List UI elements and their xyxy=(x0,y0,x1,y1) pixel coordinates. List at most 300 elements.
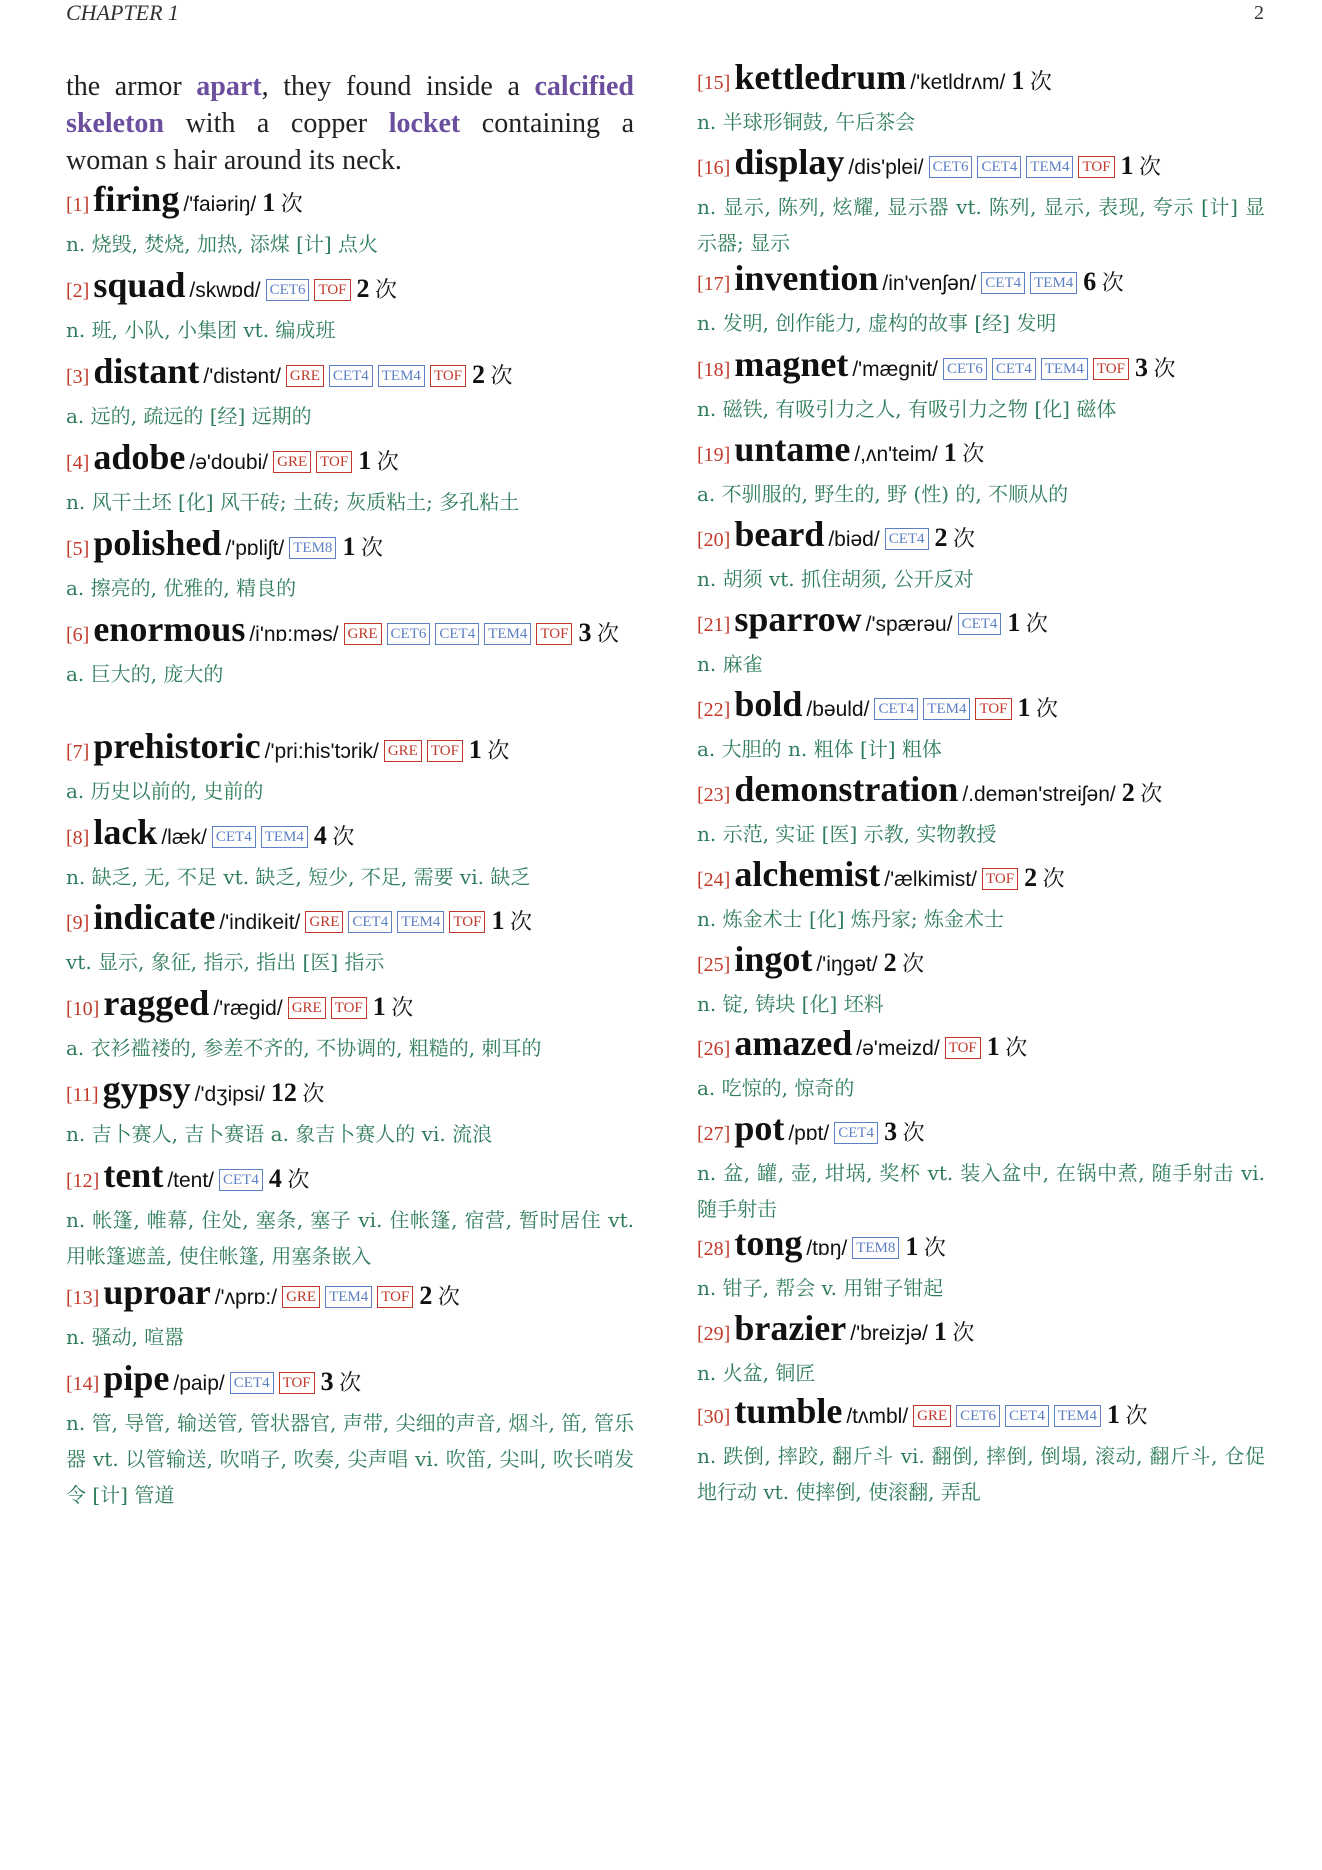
entry-head xyxy=(697,430,1265,476)
count-number: 1 xyxy=(943,438,957,467)
entry-word: adobe xyxy=(93,437,186,477)
entry-index: [10] xyxy=(66,998,100,1020)
count-number: 2 xyxy=(883,948,897,977)
entry-definition: a. 大胆的 n. 粗体 [计] 粗体 xyxy=(697,737,942,761)
exam-tag-badge: TOF xyxy=(316,451,352,473)
exam-tag-badge: CET4 xyxy=(230,1372,274,1394)
entry-index: [16] xyxy=(697,157,731,179)
entry-pronunciation: /'iŋgət/ xyxy=(816,953,878,976)
entry-definition: vt. 显示, 象征, 指示, 指出 [医] 指示 xyxy=(66,950,385,974)
entry-head xyxy=(66,180,634,226)
count-number: 1 xyxy=(905,1232,919,1261)
word-entry xyxy=(697,1224,1265,1306)
highlight-word: locket xyxy=(388,108,461,139)
intro-paragraph xyxy=(66,68,634,179)
exam-tag-badge: CET6 xyxy=(266,279,310,301)
occurrence-count xyxy=(1083,267,1124,296)
occurrence-count xyxy=(1017,693,1059,722)
entry-definition: a. 巨大的, 庞大的 xyxy=(66,662,224,686)
occurrence-count xyxy=(578,618,619,647)
entry-word: pipe xyxy=(103,1358,170,1398)
exam-tag-badge: GRE xyxy=(384,740,422,762)
count-suffix: 次 xyxy=(1036,696,1059,721)
word-entry xyxy=(66,1359,634,1513)
entry-index: [5] xyxy=(66,538,90,560)
entry-pronunciation: /paip/ xyxy=(173,1372,225,1395)
entry-index: [2] xyxy=(66,280,90,302)
count-suffix: 次 xyxy=(923,1235,946,1260)
word-entry xyxy=(697,259,1265,341)
word-entry xyxy=(66,610,634,692)
entry-index: [9] xyxy=(66,912,90,934)
occurrence-count xyxy=(1007,608,1048,637)
entry-head xyxy=(697,1024,1265,1070)
exam-tag-badge: TEM8 xyxy=(852,1237,899,1259)
exam-tag-badge: TOF xyxy=(449,911,485,933)
entry-pronunciation: /'rægid/ xyxy=(213,997,283,1020)
occurrence-count xyxy=(905,1232,946,1261)
entry-index: [18] xyxy=(697,359,731,381)
exam-tag-badge: TEM4 xyxy=(325,1286,372,1308)
exam-tag-badge: TOF xyxy=(331,997,367,1019)
entry-head xyxy=(66,1156,634,1202)
count-number: 1 xyxy=(1120,151,1134,180)
entry-index: [7] xyxy=(66,741,90,763)
entry-head xyxy=(697,1392,1265,1438)
exam-tag-badge: CET4 xyxy=(212,826,256,848)
count-suffix: 次 xyxy=(1125,1403,1148,1428)
word-entry xyxy=(66,180,634,262)
exam-tag-badge: TOF xyxy=(945,1037,981,1059)
word-entry xyxy=(66,352,634,434)
occurrence-count xyxy=(468,735,510,764)
exam-tag-badge: CET4 xyxy=(977,156,1021,178)
entry-pronunciation: /.demən'streiʃən/ xyxy=(962,783,1116,806)
count-suffix: 次 xyxy=(280,191,303,216)
count-suffix: 次 xyxy=(1101,270,1124,295)
word-entry xyxy=(66,984,634,1066)
occurrence-count xyxy=(1120,151,1162,180)
entry-index: [24] xyxy=(697,869,731,891)
entry-definition: n. 骚动, 喧嚣 xyxy=(66,1325,185,1349)
entry-index: [25] xyxy=(697,954,731,976)
occurrence-count xyxy=(472,360,513,389)
entry-definition: n. 麻雀 xyxy=(697,652,763,676)
occurrence-count xyxy=(1024,863,1065,892)
entry-word: kettledrum xyxy=(734,57,907,97)
entry-word: untame xyxy=(734,429,851,469)
exam-tag-badge: GRE xyxy=(286,365,324,387)
word-entry xyxy=(697,515,1265,597)
word-entry xyxy=(697,855,1265,937)
count-suffix: 次 xyxy=(339,1370,362,1395)
exam-tag-badge: GRE xyxy=(913,1405,951,1427)
entry-head xyxy=(66,610,634,656)
word-entry xyxy=(66,266,634,348)
entry-head xyxy=(697,770,1265,816)
count-number: 1 xyxy=(491,906,505,935)
entry-head xyxy=(66,524,634,570)
word-entry xyxy=(66,1273,634,1355)
entry-definition: a. 远的, 疏远的 [经] 远期的 xyxy=(66,404,312,428)
occurrence-count xyxy=(491,906,532,935)
entry-index: [20] xyxy=(697,529,731,551)
exam-tag-badge: CET4 xyxy=(435,623,479,645)
entry-head xyxy=(697,1309,1265,1355)
exam-tag-badge: CET4 xyxy=(834,1122,878,1144)
entry-word: brazier xyxy=(734,1308,847,1348)
occurrence-count xyxy=(986,1032,1028,1061)
count-number: 1 xyxy=(1007,608,1021,637)
exam-tag-badge: TEM4 xyxy=(1030,272,1077,294)
entry-head xyxy=(66,438,634,484)
exam-tag-badge: TOF xyxy=(377,1286,413,1308)
exam-tag-badge: CET6 xyxy=(943,358,987,380)
count-number: 2 xyxy=(1024,863,1038,892)
entry-head xyxy=(697,685,1265,731)
occurrence-count xyxy=(1121,778,1163,807)
entry-word: prehistoric xyxy=(93,726,261,766)
entry-index: [1] xyxy=(66,194,90,216)
exam-tag-badge: TOF xyxy=(1078,156,1114,178)
entry-word: ragged xyxy=(103,983,210,1023)
entry-definition: n. 钳子, 帮会 v. 用钳子钳起 xyxy=(697,1276,944,1300)
word-entry xyxy=(697,430,1265,512)
exam-tag-badge: TEM4 xyxy=(261,826,308,848)
entry-pronunciation: /ə'meizd/ xyxy=(856,1037,940,1060)
occurrence-count xyxy=(313,821,355,850)
exam-tag-badge: CET4 xyxy=(348,911,392,933)
count-suffix: 次 xyxy=(962,441,985,466)
entry-word: tumble xyxy=(734,1391,843,1431)
occurrence-count xyxy=(372,992,414,1021)
exam-tag-badge: CET4 xyxy=(992,358,1036,380)
word-entry xyxy=(697,940,1265,1022)
count-suffix: 次 xyxy=(1005,1035,1028,1060)
count-suffix: 次 xyxy=(1153,356,1176,381)
exam-tag-badge: CET4 xyxy=(219,1169,263,1191)
entry-definition: n. 管, 导管, 输送管, 管状器官, 声带, 尖细的声音, 烟斗, 笛, 管乐器 vt. 以管输送, 吹哨子, 吹奏, 尖声唱 vi. 吹笛, 尖叫, 吹长哨发令 [计] 管道 xyxy=(66,1411,634,1507)
entry-head xyxy=(697,1224,1265,1270)
exam-tag-badge: GRE xyxy=(305,911,343,933)
entry-word: display xyxy=(734,142,845,182)
count-suffix: 次 xyxy=(490,363,513,388)
count-number: 12 xyxy=(270,1078,297,1107)
entry-pronunciation: /bəuld/ xyxy=(806,698,870,721)
count-number: 3 xyxy=(884,1117,898,1146)
count-number: 1 xyxy=(933,1317,947,1346)
entry-pronunciation: /'ketldrʌm/ xyxy=(910,71,1006,94)
entry-pronunciation: /'mægnit/ xyxy=(852,358,939,381)
entry-head xyxy=(697,345,1265,391)
count-number: 1 xyxy=(986,1032,1000,1061)
entry-definition: n. 显示, 陈列, 炫耀, 显示器 vt. 陈列, 显示, 表现, 夸示 [计] 显示器; 显示 xyxy=(697,195,1265,255)
occurrence-count xyxy=(884,1117,925,1146)
entry-pronunciation: /læk/ xyxy=(161,826,207,849)
exam-tag-badge: GRE xyxy=(273,451,311,473)
entry-word: demonstration xyxy=(734,769,959,809)
entry-word: beard xyxy=(734,514,825,554)
entry-definition: n. 示范, 实证 [医] 示教, 实物教授 xyxy=(697,822,997,846)
entry-word: invention xyxy=(734,258,879,298)
exam-tag-badge: GRE xyxy=(282,1286,320,1308)
word-entry xyxy=(697,143,1265,261)
word-entry xyxy=(66,898,634,980)
exam-tag-badge: CET4 xyxy=(1005,1405,1049,1427)
entry-pronunciation: /in'venʃən/ xyxy=(882,272,977,295)
entry-definition: n. 帐篷, 帷幕, 住处, 塞条, 塞子 vi. 住帐篷, 宿营, 暂时居住 vt. 用帐篷遮盖, 使住帐篷, 用塞条嵌入 xyxy=(66,1208,634,1268)
count-number: 4 xyxy=(268,1164,282,1193)
entry-head xyxy=(66,898,634,944)
entry-head xyxy=(697,940,1265,986)
count-suffix: 次 xyxy=(391,995,414,1020)
entry-index: [30] xyxy=(697,1406,731,1428)
entry-definition: n. 缺乏, 无, 不足 vt. 缺乏, 短少, 不足, 需要 vi. 缺乏 xyxy=(66,865,531,889)
count-suffix: 次 xyxy=(1029,69,1052,94)
word-entry xyxy=(697,1309,1265,1391)
entry-pronunciation: /dis'plei/ xyxy=(848,156,924,179)
exam-tag-badge: TEM4 xyxy=(484,623,531,645)
entry-head xyxy=(697,143,1265,189)
count-suffix: 次 xyxy=(952,1320,975,1345)
count-number: 1 xyxy=(1107,1400,1121,1429)
entry-head xyxy=(697,515,1265,561)
count-suffix: 次 xyxy=(1042,866,1065,891)
entry-word: tong xyxy=(734,1223,803,1263)
entry-head xyxy=(66,266,634,312)
entry-word: uproar xyxy=(103,1272,211,1312)
entry-word: gypsy xyxy=(102,1069,191,1109)
entry-index: [29] xyxy=(697,1323,731,1345)
exam-tag-badge: TEM4 xyxy=(378,365,425,387)
exam-tag-badge: GRE xyxy=(288,997,326,1019)
entry-index: [19] xyxy=(697,444,731,466)
entry-pronunciation: /tɒŋ/ xyxy=(806,1237,848,1260)
entry-pronunciation: /'indikeit/ xyxy=(219,911,301,934)
count-suffix: 次 xyxy=(287,1167,310,1192)
entry-index: [6] xyxy=(66,624,90,646)
entry-head xyxy=(697,600,1265,646)
entry-head xyxy=(66,1070,634,1116)
entry-index: [12] xyxy=(66,1170,100,1192)
entry-index: [17] xyxy=(697,273,731,295)
entry-definition: a. 不驯服的, 野生的, 野 (性) 的, 不顺从的 xyxy=(697,482,1069,506)
occurrence-count xyxy=(262,188,303,217)
exam-tag-badge: CET4 xyxy=(958,613,1002,635)
entry-pronunciation: /i'nɒ:məs/ xyxy=(249,623,339,646)
entry-head xyxy=(697,58,1265,104)
count-suffix: 次 xyxy=(375,277,398,302)
entry-pronunciation: /'spærəu/ xyxy=(865,613,953,636)
intro-text: containing a woman s hair around its neck. xyxy=(66,108,635,176)
entry-word: alchemist xyxy=(734,854,881,894)
entry-index: [27] xyxy=(697,1123,731,1145)
entry-word: sparrow xyxy=(734,599,862,639)
entry-pronunciation: /tʌmbl/ xyxy=(846,1405,909,1428)
occurrence-count xyxy=(883,948,925,977)
entry-head xyxy=(66,352,634,398)
count-suffix: 次 xyxy=(596,621,619,646)
exam-tag-badge: CET6 xyxy=(956,1405,1000,1427)
entry-word: firing xyxy=(93,179,180,219)
count-suffix: 次 xyxy=(376,449,399,474)
word-entry xyxy=(66,1070,634,1152)
count-suffix: 次 xyxy=(437,1284,460,1309)
exam-tag-badge: TEM4 xyxy=(1054,1405,1101,1427)
entry-head xyxy=(66,1273,634,1319)
count-number: 2 xyxy=(419,1281,433,1310)
entry-pronunciation: /tent/ xyxy=(167,1169,215,1192)
entry-pronunciation: /'distənt/ xyxy=(203,365,281,388)
word-entry xyxy=(66,813,634,895)
intro-text: , they found inside a xyxy=(261,71,535,102)
entry-head xyxy=(66,727,634,773)
entry-definition: a. 历史以前的, 史前的 xyxy=(66,779,264,803)
entry-pronunciation: /pɒt/ xyxy=(788,1122,830,1145)
entry-word: polished xyxy=(93,523,222,563)
word-entry xyxy=(66,1156,634,1274)
exam-tag-badge: TEM8 xyxy=(289,537,336,559)
exam-tag-badge: CET4 xyxy=(329,365,373,387)
chapter-title: CHAPTER 1 xyxy=(66,0,180,25)
occurrence-count xyxy=(358,446,399,475)
exam-tag-badge: TOF xyxy=(1093,358,1129,380)
count-number: 4 xyxy=(313,821,327,850)
entry-pronunciation: /skwɒd/ xyxy=(189,279,261,302)
exam-tag-badge: CET4 xyxy=(885,528,929,550)
word-entry xyxy=(697,685,1265,767)
word-entry xyxy=(697,1392,1265,1510)
entry-definition: n. 火盆, 铜匠 xyxy=(697,1361,816,1385)
intro-text: the armor xyxy=(66,71,197,102)
exam-tag-badge: TOF xyxy=(982,868,1018,890)
count-number: 1 xyxy=(342,532,356,561)
word-entry xyxy=(66,438,634,520)
count-suffix: 次 xyxy=(302,1081,325,1106)
occurrence-count xyxy=(1134,353,1176,382)
word-entry xyxy=(697,770,1265,852)
entry-head xyxy=(697,855,1265,901)
entry-pronunciation: /'ʌprɒ:/ xyxy=(214,1286,278,1309)
entry-pronunciation: /ə'doubi/ xyxy=(189,451,269,474)
count-suffix: 次 xyxy=(487,738,510,763)
count-suffix: 次 xyxy=(1140,781,1163,806)
entry-definition: n. 盆, 罐, 壶, 坩埚, 奖杯 vt. 装入盆中, 在锅中煮, 随手射击 vi. 随手射击 xyxy=(697,1161,1265,1221)
entry-head xyxy=(697,1109,1265,1155)
occurrence-count xyxy=(419,1281,460,1310)
entry-index: [15] xyxy=(697,72,731,94)
count-suffix: 次 xyxy=(1025,611,1048,636)
count-suffix: 次 xyxy=(953,526,976,551)
entry-definition: n. 班, 小队, 小集团 vt. 编成班 xyxy=(66,318,336,342)
entry-pronunciation: /'ælkimist/ xyxy=(884,868,977,891)
occurrence-count xyxy=(268,1164,310,1193)
count-number: 3 xyxy=(578,618,592,647)
word-entry xyxy=(66,524,634,606)
entry-pronunciation: /biəd/ xyxy=(828,528,880,551)
entry-word: ingot xyxy=(734,939,813,979)
entry-definition: n. 发明, 创作能力, 虚构的故事 [经] 发明 xyxy=(697,311,1057,335)
entry-index: [4] xyxy=(66,452,90,474)
entry-definition: n. 炼金术士 [化] 炼丹家; 炼金术士 xyxy=(697,907,1005,931)
exam-tag-badge: TOF xyxy=(430,365,466,387)
entry-index: [23] xyxy=(697,784,731,806)
occurrence-count xyxy=(1011,66,1052,95)
entry-word: indicate xyxy=(93,897,216,937)
count-suffix: 次 xyxy=(902,1120,925,1145)
count-number: 3 xyxy=(320,1367,334,1396)
entry-pronunciation: /'dʒipsi/ xyxy=(194,1083,265,1106)
exam-tag-badge: TOF xyxy=(975,698,1011,720)
entry-word: squad xyxy=(93,265,186,305)
count-suffix: 次 xyxy=(332,824,355,849)
entry-definition: a. 衣衫褴褛的, 参差不齐的, 不协调的, 粗糙的, 刺耳的 xyxy=(66,1036,542,1060)
entry-index: [14] xyxy=(66,1373,100,1395)
entry-word: lack xyxy=(93,812,158,852)
exam-tag-badge: TEM4 xyxy=(397,911,444,933)
word-entry xyxy=(66,727,634,809)
entry-index: [8] xyxy=(66,827,90,849)
count-number: 2 xyxy=(1121,778,1135,807)
entry-pronunciation: /'faiəriŋ/ xyxy=(183,193,257,216)
word-entry xyxy=(697,1024,1265,1106)
exam-tag-badge: TEM4 xyxy=(923,698,970,720)
entry-pronunciation: /'pɒliʃt/ xyxy=(225,537,285,560)
count-suffix: 次 xyxy=(509,909,532,934)
occurrence-count xyxy=(356,274,398,303)
exam-tag-badge: TEM4 xyxy=(1026,156,1073,178)
entry-index: [3] xyxy=(66,366,90,388)
entry-word: bold xyxy=(734,684,803,724)
count-number: 3 xyxy=(1134,353,1148,382)
occurrence-count xyxy=(320,1367,362,1396)
entry-word: amazed xyxy=(734,1023,853,1063)
count-suffix: 次 xyxy=(360,535,383,560)
exam-tag-badge: GRE xyxy=(344,623,382,645)
exam-tag-badge: CET4 xyxy=(874,698,918,720)
exam-tag-badge: TOF xyxy=(279,1372,315,1394)
entry-index: [11] xyxy=(66,1084,99,1106)
entry-index: [22] xyxy=(697,699,731,721)
entry-head xyxy=(66,1359,634,1405)
page-header xyxy=(66,0,1264,30)
count-number: 2 xyxy=(356,274,370,303)
entry-pronunciation: /,ʌn'teim/ xyxy=(854,443,938,466)
exam-tag-badge: TOF xyxy=(536,623,572,645)
entry-definition: n. 跌倒, 摔跤, 翻斤斗 vi. 翻倒, 摔倒, 倒塌, 滚动, 翻斤斗, 仓促地行动 vt. 使摔倒, 使滚翻, 弄乱 xyxy=(697,1444,1265,1504)
exam-tag-badge: TEM4 xyxy=(1041,358,1088,380)
entry-pronunciation: /'pri:his'tɔrik/ xyxy=(264,740,379,763)
entry-head xyxy=(697,259,1265,305)
page-number: 2 xyxy=(1254,2,1264,24)
entry-index: [26] xyxy=(697,1038,731,1060)
word-entry xyxy=(697,600,1265,682)
highlight-word: apart xyxy=(196,71,262,102)
entry-word: magnet xyxy=(734,344,849,384)
entry-definition: n. 半球形铜鼓, 午后茶会 xyxy=(697,110,916,134)
entry-index: [28] xyxy=(697,1238,731,1260)
count-number: 1 xyxy=(262,188,276,217)
highlight-word: calcified skeleton xyxy=(66,71,635,139)
count-number: 2 xyxy=(472,360,486,389)
entry-definition: a. 吃惊的, 惊奇的 xyxy=(697,1076,855,1100)
entry-head xyxy=(66,813,634,859)
entry-word: enormous xyxy=(93,609,246,649)
occurrence-count xyxy=(1107,1400,1148,1429)
exam-tag-badge: CET4 xyxy=(981,272,1025,294)
entry-definition: n. 烧毁, 焚烧, 加热, 添煤 [计] 点火 xyxy=(66,232,379,256)
count-number: 1 xyxy=(372,992,386,1021)
